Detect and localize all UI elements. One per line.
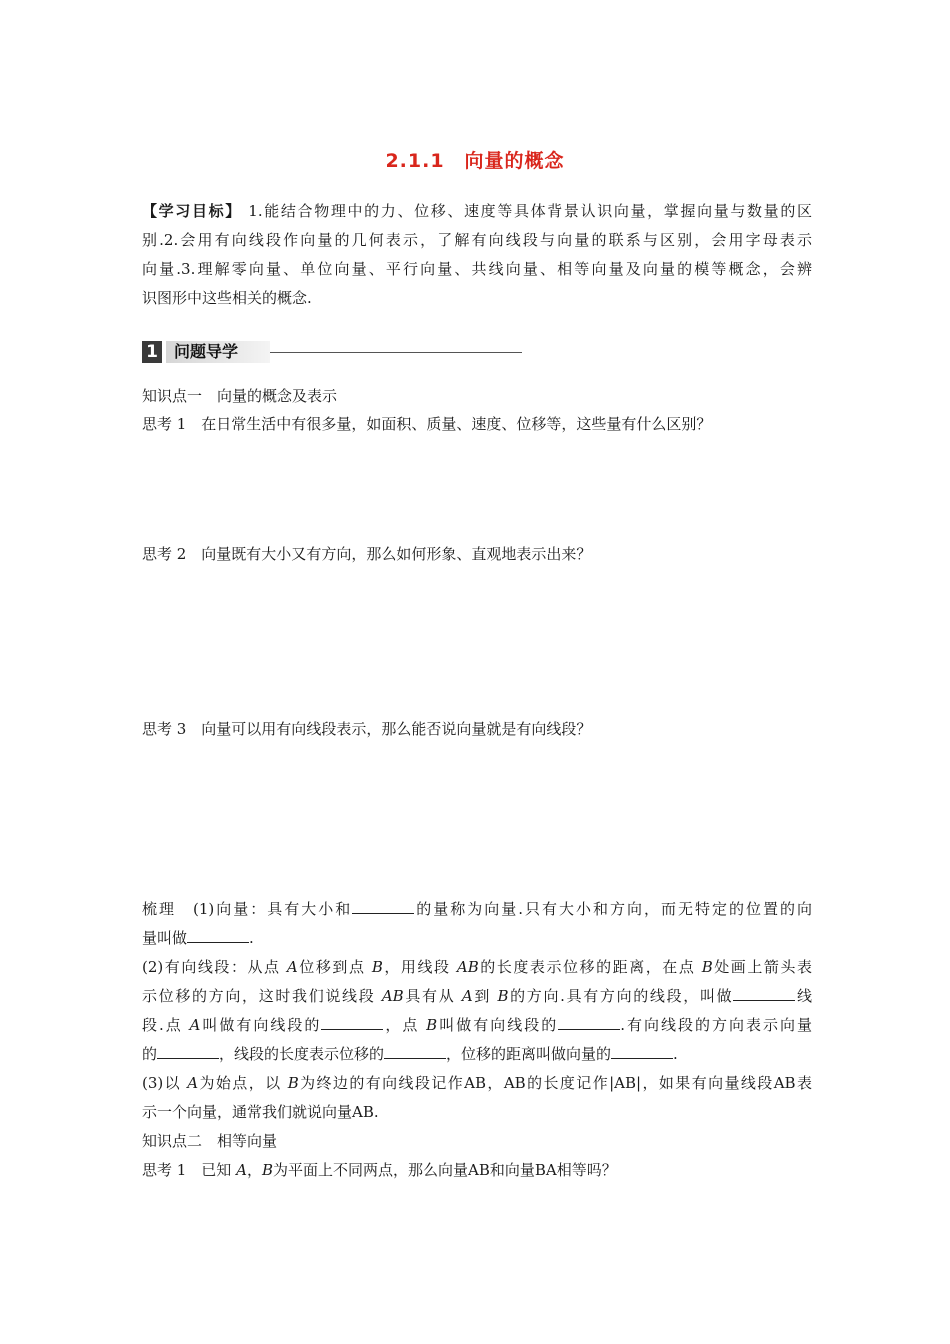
summary-paragraph-2: (2)有向线段：从点 A位移到点 B，用线段 AB的长度表示位移的距离，在点 B处画上箭头表 示位移的方向，这时我们说线段 AB具有从 A到 B的方向.具有方向的线段，叫做 线 段.点 A叫做有向线段的 ，点 B叫做有向线段的 .有向线段的方向表示向量 的 ，线段的长度表示位移的 ，位移的距离叫做向量的 . <box>142 958 812 1063</box>
section-number-badge: 1 <box>142 341 162 363</box>
objectives-label: 【学习目标】 <box>142 202 242 220</box>
objectives-line-1: 【学习目标】 1.能结合物理中的力、位移、速度等具体背景认识向量，掌握向量与数量的区 <box>142 202 812 220</box>
k2-think-question-1: 思考 1 已知 A，B为平面上不同两点，那么向量AB和向量BA相等吗？ <box>142 1161 617 1179</box>
objectives-line-4: 识图形中这些相关的概念. <box>142 289 312 307</box>
knowledge-point-1-heading: 知识点一 向量的概念及表示 <box>142 387 338 405</box>
learning-objectives <box>142 197 812 313</box>
blank-field[interactable] <box>733 986 795 1001</box>
blank-field[interactable] <box>352 899 414 914</box>
objectives-line-3: 向量.3.理解零向量、单位向量、平行向量、共线向量、相等向量及向量的模等概念，会辨 <box>142 260 812 278</box>
blank-field[interactable] <box>321 1015 383 1030</box>
section-header <box>142 341 542 363</box>
blank-field[interactable] <box>384 1044 446 1059</box>
section-label: 问题导学 <box>166 341 270 363</box>
blank-field[interactable] <box>157 1044 219 1059</box>
knowledge-point-2-heading: 知识点二 相等向量 <box>142 1132 278 1150</box>
think-question-2: 思考 2 向量既有大小又有方向，那么如何形象、直观地表示出来？ <box>142 545 592 563</box>
summary-paragraph-1: 梳理 (1)向量：具有大小和 的量称为向量.只有大小和方向，而无特定的位置的向 量叫做 . <box>142 900 812 947</box>
blank-field[interactable] <box>187 928 249 943</box>
page-title: 2.1.1 向量的概念 <box>385 150 565 172</box>
summary-paragraph-3: (3)以 A为始点，以 B为终边的有向线段记作AB，AB的长度记作|AB|，如果有向量线段AB表 示一个向量，通常我们就说向量AB. <box>142 1074 812 1121</box>
blank-field[interactable] <box>558 1015 620 1030</box>
section-divider <box>270 352 522 353</box>
think-question-3: 思考 3 向量可以用有向线段表示，那么能否说向量就是有向线段？ <box>142 720 592 738</box>
blank-field[interactable] <box>611 1044 673 1059</box>
objectives-line-2: 别.2.会用有向线段作向量的几何表示，了解有向线段与向量的联系与区别，会用字母表示 <box>142 231 812 249</box>
think-question-1: 思考 1 在日常生活中有很多量，如面积、质量、速度、位移等，这些量有什么区别？ <box>142 415 712 433</box>
